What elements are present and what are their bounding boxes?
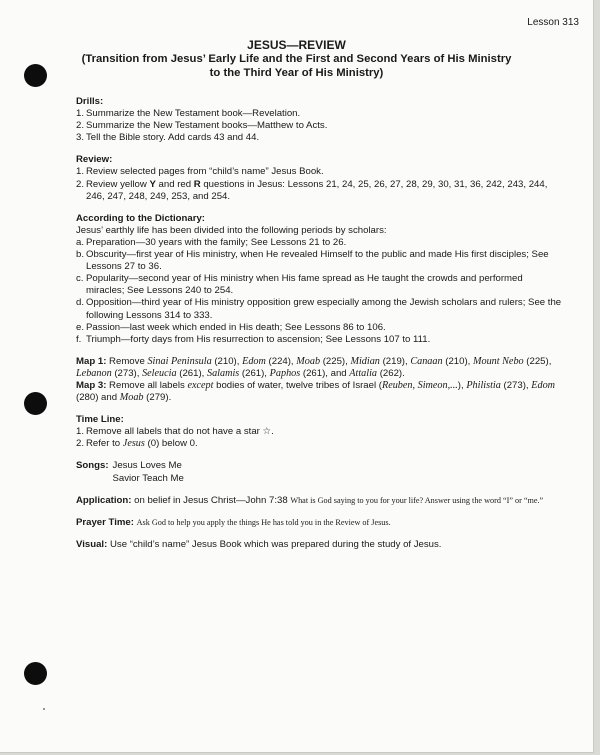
visual-section: Visual: Use “child’s name” Jesus Book which was prepared during the study of Jesus. — [76, 538, 442, 550]
list-item: c. Popularity—second year of His ministry when His fame spread as He taught the crowds and performed miracles; See Lessons 240 to 254. — [76, 273, 523, 297]
songs-list — [113, 460, 184, 484]
songs-heading: Songs: — [76, 460, 109, 472]
list-item: 2. Summarize the New Testament books—Matthew to Acts. — [76, 120, 328, 132]
drills-heading: Drills: — [76, 96, 104, 107]
songs-section — [76, 460, 563, 484]
timeline-section — [76, 414, 563, 450]
application-note: What is God saying to you for your life? Answer using the word “I” or “me.” — [290, 495, 544, 505]
list-item: 2. Refer to Jesus (0) below 0. — [76, 438, 198, 450]
timeline-heading: Time Line: — [76, 414, 124, 426]
review-heading: Review: — [76, 154, 113, 166]
list-item: 2. Review yellow Y and red R questions in Jesus: Lessons 21, 24, 25, 26, 27, 28, 29, 30, 31, 36, 242, 243, 244, 246, 247, 248, 249, 253, and 254. — [76, 178, 548, 202]
song-item: Savior Teach Me — [112, 472, 184, 484]
map1-instruction: Map 1: Remove Sinai Peninsula (210), Edom (224), Moab (225), Midian (219), Canaan (210), Mount Nebo (225), Lebanon (273), Seleucia (261), Salamis (261), Paphos (261), and Attalia (262). — [76, 355, 552, 379]
drills-section — [76, 96, 563, 144]
subtitle-line-1: (Transition from Jesus’ Early Life and the First and Second Years of His Ministry — [81, 53, 512, 65]
list-item: 3. Tell the Bible story. Add cards 43 and 44. — [76, 132, 260, 144]
dictionary-heading: According to the Dictionary: — [76, 212, 205, 224]
binder-hole-middle — [24, 392, 47, 415]
list-item: e. Passion—last week which ended in His death; See Lessons 86 to 106. — [76, 321, 386, 333]
list-item: 1. Remove all labels that do not have a star ☆. — [76, 426, 274, 438]
list-item: 1. Summarize the New Testament book—Revelation. — [76, 108, 301, 120]
dictionary-section — [76, 213, 563, 346]
yellow-y-marker: Y — [149, 178, 156, 190]
page-title: JESUS—REVIEW — [247, 38, 346, 52]
binder-hole-bottom — [24, 662, 47, 685]
map3-instruction: Map 3: Remove all labels except bodies of water, twelve tribes of Israel (Reuben, Simeon,...), Philistia (273), Edom (280) and Moab (279). — [76, 379, 556, 404]
red-r-marker: R — [193, 178, 201, 190]
list-item: d. Opposition—third year of His ministry opposition grew especially among the Jewish scholars and rulers; See the following Lessons 314 to 333. — [76, 297, 562, 321]
prayer-note: Ask God to help you apply the things He has told you in the Review of Jesus. — [136, 517, 391, 527]
maps-section — [76, 356, 563, 404]
list-item: 1. Review selected pages from “child’s name” Jesus Book. — [76, 166, 324, 178]
lesson-content — [76, 96, 563, 561]
list-item: b. Obscurity—first year of His ministry, when He revealed Himself to the public and made His first disciples; See Lessons 27 to 36. — [76, 249, 549, 273]
speck — [43, 708, 45, 710]
prayer-section: Prayer Time: Ask God to help you apply the things He has told you in the Review of Jesus. — [76, 516, 391, 528]
review-section — [76, 154, 563, 202]
list-item: f. Triumph—forty days from His resurrection to ascension; See Lessons 107 to 111. — [76, 333, 431, 345]
song-item: Jesus Loves Me — [112, 460, 182, 472]
dictionary-intro: Jesus’ earthly life has been divided into the following periods by scholars: — [76, 224, 387, 236]
subtitle-line-2: to the Third Year of His Ministry) — [209, 67, 384, 79]
lesson-number: Lesson 313 — [527, 17, 579, 28]
title-block — [40, 38, 553, 80]
list-item: a. Preparation—30 years with the family; See Lessons 21 to 26. — [76, 236, 347, 248]
application-section: Application: on belief in Jesus Christ—John 7:38 What is God saying to you for your life? Answer using the word “I” or “me.” — [76, 494, 544, 506]
